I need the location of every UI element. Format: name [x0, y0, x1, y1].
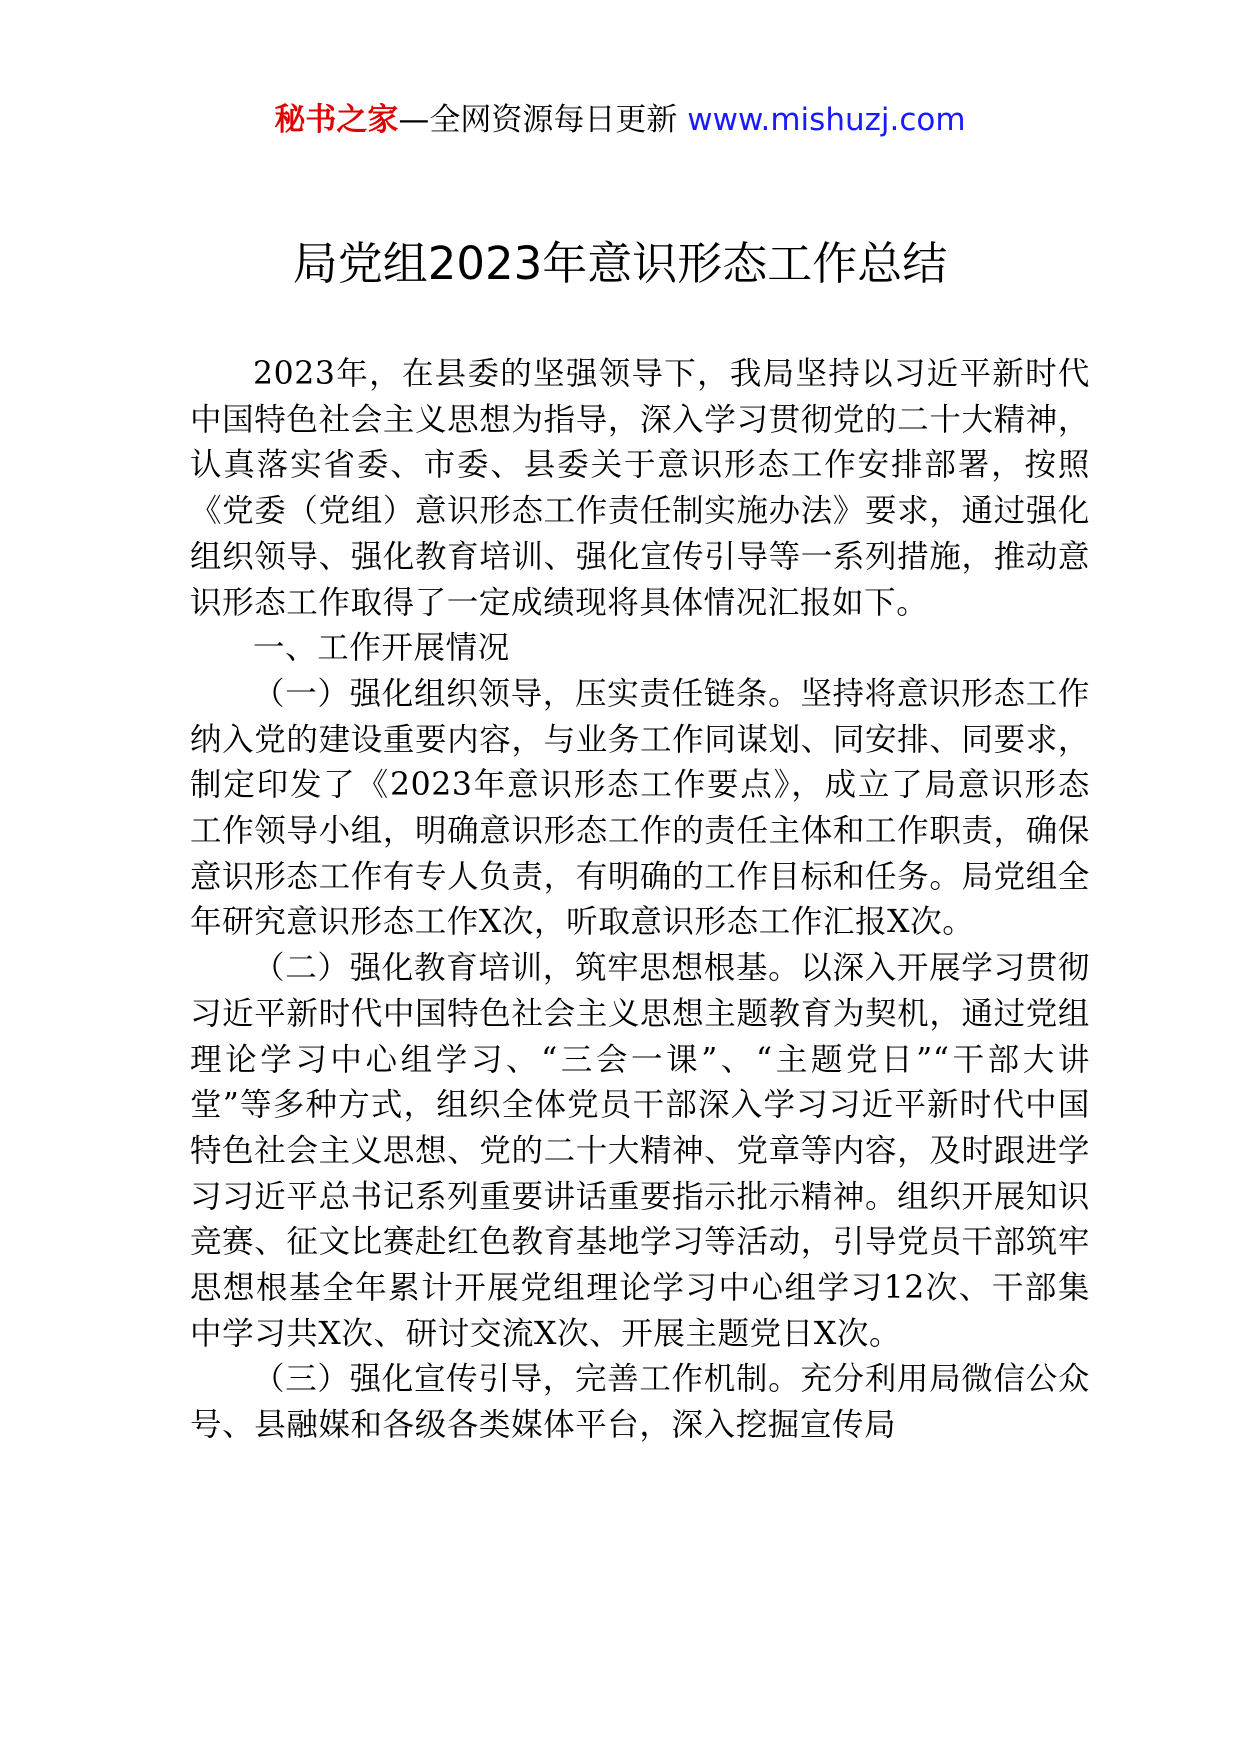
site-url-link[interactable]: www.mishuzj.com	[687, 102, 966, 138]
document-title: 局党组2023年意识形态工作总结	[292, 237, 948, 290]
document-body	[190, 352, 1090, 1449]
paragraph-organization: （一）强化组织领导，压实责任链条。坚持将意识形态工作纳入党的建设重要内容，与业务工作同谋划、同安排、同要求，制定印发了《2023年意识形态工作要点》，成立了局意识形态工作领导小组，明确意识形态工作的责任主体和工作职责，确保意识形态工作有专人负责，有明确的工作目标和任务。局党组全年研究意识形态工作X次，听取意识形态工作汇报X次。	[190, 675, 1090, 941]
site-brand: 秘书之家	[274, 102, 399, 138]
paragraph-publicity: （三）强化宣传引导，完善工作机制。充分利用局微信公众号、县融媒和各级各类媒体平台，深入挖掘宣传局	[190, 1361, 1090, 1444]
site-header	[0, 98, 1240, 142]
site-tagline: —全网资源每日更新	[398, 102, 688, 138]
section-heading: 一、工作开展情况	[253, 630, 510, 667]
paragraph-intro: 2023年，在县委的坚强领导下，我局坚持以习近平新时代中国特色社会主义思想为指导，深入学习贯彻党的二十大精神，认真落实省委、市委、县委关于意识形态工作安排部署，按照《党委（党组）意识形态工作责任制实施办法》要求，通过强化组织领导、强化教育培训、强化宣传引导等一系列措施，推动意识形态工作取得了一定成绩现将具体情况汇报如下。	[190, 356, 1090, 621]
paragraph-education: （二）强化教育培训，筑牢思想根基。以深入开展学习贯彻习近平新时代中国特色社会主义思想主题教育为契机，通过党组理论学习中心组学习、“三会一课”、“主题党日”“干部大讲堂”等多种方式，组织全体党员干部深入学习习近平新时代中国特色社会主义思想、党的二十大精神、党章等内容，及时跟进学习习近平总书记系列重要讲话重要指示批示精神。组织开展知识竞赛、征文比赛赴红色教育基地学习等活动，引导党员干部筑牢思想根基全年累计开展党组理论学习中心组学习12次、干部集中学习共X次、研讨交流X次、开展主题党日X次。	[190, 950, 1090, 1352]
